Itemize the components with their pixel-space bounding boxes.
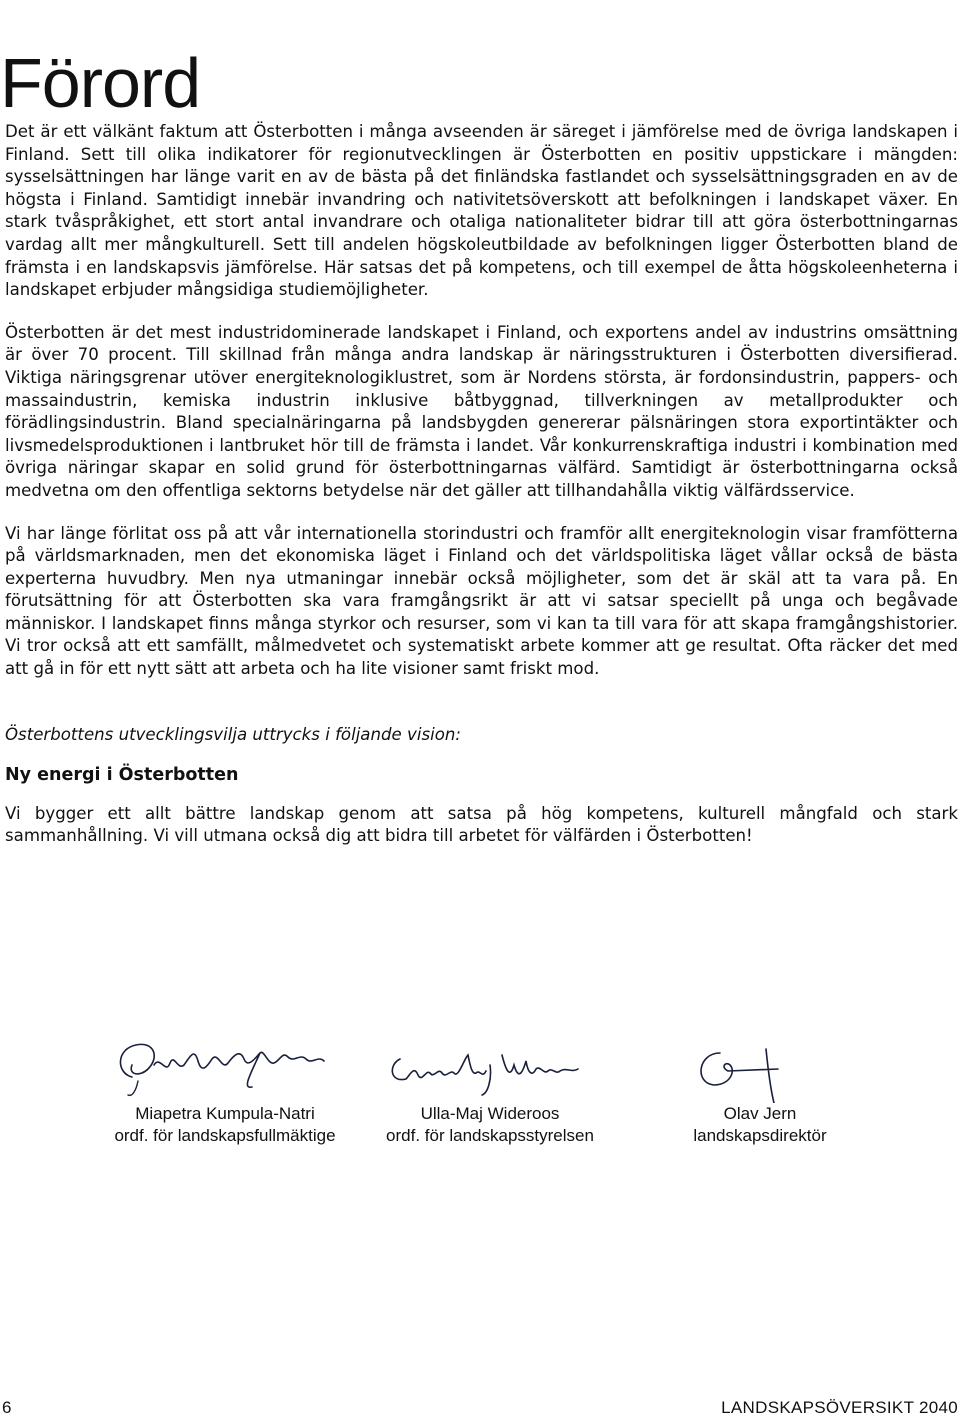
signer-1-role: ordf. för landskapsfullmäktige — [114, 1125, 336, 1145]
signer-3-role: landskapsdirektör — [693, 1125, 827, 1145]
foreword-body — [5, 121, 958, 868]
signature-block — [0, 1035, 960, 1155]
vision-intro: Österbottens utvecklingsvilja uttrycks i följande vision: — [5, 724, 461, 744]
publication-title: LANDSKAPSÖVERSIKT 2040 — [721, 1398, 958, 1417]
page-number: 6 — [2, 1398, 12, 1417]
handwritten-signature-1 — [110, 1035, 340, 1103]
paragraph-1: Det är ett välkänt faktum att Österbotten i många avseenden är säreget i jämförelse med de övriga landskapen i Finland. Sett till olika indikatorer för regionutvecklingen är Österbotten en positiv uppstickare i mängden: sysselsättningen har länge varit en av de bästa på det finländska fastlandet och sysselsättningsgraden en av de högsta i Finland. Samtidigt innebär invandring och nativitetsöverskott att befolkningen i landskapet växer. En stark tvåspråkighet, ett stort antal invandrare och otaliga nationaliteter bidrar till att göra österbottningarnas vardag allt mer mångkulturell. Sett till andelen högskoleutbildade av befolkningen ligger Österbotten bland de främsta i en landskapsvis jämförelse. Här satsas det på kompetens, och till exempel de åtta högskoleenheterna i landskapet erbjuder mångsidiga studiemöjligheter. — [5, 122, 958, 300]
paragraph-2: Österbotten är det mest industridominerade landskapet i Finland, och exportens andel av industrins omsättning är över 70 procent. Till skillnad från många andra landskap är näringsstrukturen i Österbotten diversifierad. Viktiga näringsgrenar utöver energiteknologiklustret, som är Nordens största, är fordonsindustrin, pappers- och massaindustrin, kemiska industrin inklusive båtbyggnad, tillverkningen av metallprodukter och förädlingsindustrin. Bland specialnäringarna på landsbygden genererar pälsnäringen stora exportintäkter och livsmedelsproduktionen i lantbruket hör till de främsta i landet. Vår konkurrenskraftiga industri i kombination med övriga näringar skapar en solid grund för österbottningarnas välfärd. Samtidigt är österbottningarna också medvetna om den offentliga sektorns betydelse när det gäller att tillhandahålla viktig välfärdsservice. — [5, 322, 958, 500]
signer-3-name: Olav Jern — [723, 1104, 797, 1123]
signer-2-role: ordf. för landskapsstyrelsen — [386, 1125, 594, 1145]
page-footer — [0, 1394, 958, 1422]
vision-text: Vi bygger ett allt bättre landskap genom att satsa på hög kompetens, kulturell mångfald och stark sammanhållning. Vi vill utmana också dig att bidra till arbetet för välfärden i Österbotten! — [5, 803, 958, 846]
vision-heading: Ny energi i Österbotten — [5, 765, 239, 786]
signer-2-name: Ulla-Maj Wideroos — [420, 1104, 560, 1123]
signature-wideroos — [360, 1035, 620, 1146]
page-title: Förord — [0, 43, 201, 122]
signature-jern — [660, 1035, 860, 1146]
handwritten-signature-2 — [380, 1035, 600, 1103]
signature-kumpula-natri — [70, 1035, 380, 1146]
handwritten-signature-3 — [670, 1035, 850, 1103]
paragraph-3: Vi har länge förlitat oss på att vår internationella storindustri och framför allt energiteknologin visar framfötterna på världsmarknaden, men det ekonomiska läget i Finland och det världspolitiska läget vållar också de bästa experterna huvudbry. Men nya utmaningar innebär också möjligheter, som det är skäl att ta vara på. En förutsättning för att Österbotten ska vara framgångsrikt är att vi satsar speciellt på unga och begåvade människor. I landskapet finns många styrkor och resurser, som vi kan ta till vara för att skapa framgångshistorier. Vi tror också att ett samfällt, målmedvetet och systematiskt arbete kommer att ge resultat. Ofta räcker det med att gå in för ett nytt sätt att arbeta och ha lite visioner samt friskt mod. — [5, 523, 958, 679]
signer-1-name: Miapetra Kumpula-Natri — [135, 1104, 315, 1123]
